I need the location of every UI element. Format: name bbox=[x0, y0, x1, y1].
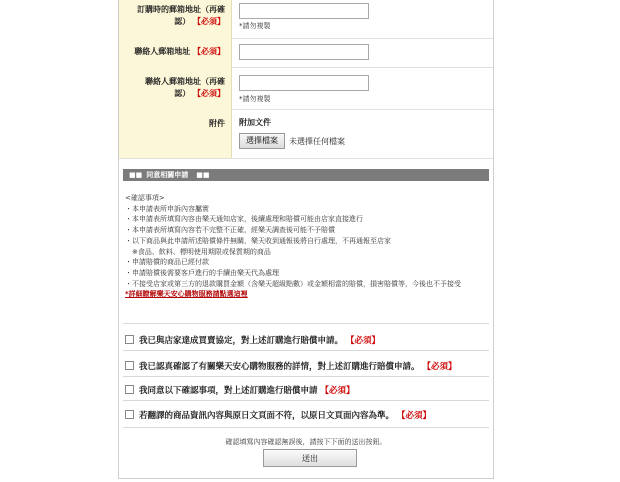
agreement-text: 我同意以下確認事項，對上述訂購進行賠償申請 bbox=[139, 386, 318, 396]
confirmation-notes bbox=[125, 193, 485, 300]
divider bbox=[123, 350, 489, 351]
checkbox[interactable] bbox=[125, 361, 134, 370]
required-badge: 【必須】 bbox=[193, 89, 225, 98]
checkbox[interactable] bbox=[125, 335, 134, 344]
square-marker-icon: ■■ bbox=[196, 171, 210, 179]
no-copy-hint: *請勿複製 bbox=[239, 22, 271, 30]
label-text: 聯絡人郵箱地址 bbox=[134, 47, 191, 56]
label-text: 聯絡人郵箱地址（再確 bbox=[145, 77, 225, 86]
order-email-confirm-row bbox=[119, 0, 493, 39]
note-item: ・本申請表所填寫內容若不完整不正確，經樂天調查後可能不予賠償 bbox=[125, 226, 335, 235]
required-badge: 【必須】 bbox=[422, 362, 457, 372]
section-title: 同意相關申請 bbox=[146, 171, 189, 179]
order-email-confirm-input[interactable] bbox=[239, 3, 369, 19]
note-item: ※食品、飲料、標明使用期限或保質期的商品 bbox=[125, 247, 271, 256]
no-file-chosen: 未選擇任何檔案 bbox=[289, 137, 345, 146]
contact-email-input[interactable] bbox=[239, 44, 369, 60]
required-badge: 【必須】 bbox=[320, 386, 355, 396]
required-badge: 【必須】 bbox=[193, 47, 225, 56]
divider bbox=[123, 323, 489, 324]
details-link[interactable]: *詳細瞭解樂天安心購物服務請點選這裡 bbox=[125, 290, 248, 299]
required-badge: 【必須】 bbox=[396, 411, 431, 421]
agreement-1[interactable] bbox=[125, 334, 380, 346]
divider bbox=[123, 400, 489, 401]
contact-email-label bbox=[119, 38, 232, 67]
choose-file-button[interactable]: 選擇檔案 bbox=[239, 133, 285, 149]
square-marker-icon: ■■ bbox=[129, 171, 143, 179]
required-badge: 【必須】 bbox=[193, 17, 225, 26]
contact-email-confirm-label bbox=[119, 67, 232, 109]
note-item: ・本申請表所申訴內容屬實 bbox=[125, 204, 209, 213]
agreement-text: 我已與店家達成買賣協定，對上述訂購進行賠償申請。 bbox=[139, 336, 344, 346]
attachment-label bbox=[119, 109, 232, 158]
checkbox[interactable] bbox=[125, 385, 134, 394]
agreement-3[interactable] bbox=[125, 384, 355, 396]
notes-heading: <確認事項> bbox=[125, 194, 165, 202]
note-item: ・不接受店家或第三方的退款購買金額（含樂天超級點數）或金額相當的賠償，損害賠償等，今後也不予接受 bbox=[125, 279, 461, 288]
label-text-cont: 認） bbox=[174, 17, 191, 26]
label-text-cont: 認） bbox=[174, 89, 191, 98]
submit-button[interactable]: 送出 bbox=[263, 449, 357, 467]
contact-email-confirm-input[interactable] bbox=[239, 75, 369, 91]
note-item: ・申請賠償後需要客戶進行的手續由樂天代為處理 bbox=[125, 268, 279, 277]
no-copy-hint: *請勿複製 bbox=[239, 95, 271, 103]
agreement-4[interactable] bbox=[125, 409, 431, 421]
section-header-bar bbox=[123, 169, 489, 181]
contact-email-confirm-row bbox=[119, 67, 493, 110]
note-item: ・申請賠償的商品已經付款 bbox=[125, 258, 209, 267]
attach-file-title: 附加文件 bbox=[239, 118, 271, 127]
application-form bbox=[118, 0, 494, 479]
note-item: ・以下商品與此申請所述賠償條件無關，樂天收到通報後將自行處理，不再通報至店家 bbox=[125, 236, 391, 245]
confirm-instruction: 確認填寫內容確認無誤後，請按下下面的送出按鈕。 bbox=[225, 438, 387, 446]
label-text: 訂購時的郵箱地址（再確 bbox=[137, 5, 225, 14]
attachment-row bbox=[119, 109, 493, 159]
order-email-confirm-label bbox=[119, 0, 232, 38]
checkbox[interactable] bbox=[125, 410, 134, 419]
required-badge: 【必須】 bbox=[345, 336, 380, 346]
note-item: ・本申請表所填寫內容由樂天通知店家，後續處理和賠償可能由店家直接進行 bbox=[125, 215, 363, 224]
agreement-text: 若翻譯的商品資訊內容與原日文頁面不符，以原日文頁面內容為準。 bbox=[139, 411, 395, 421]
divider bbox=[123, 376, 489, 377]
agreement-2[interactable] bbox=[125, 360, 457, 372]
divider bbox=[123, 427, 489, 428]
contact-email-row bbox=[119, 38, 493, 68]
agreement-text: 我已認真確認了有關樂天安心購物服務的詳情，對上述訂購進行賠償申請。 bbox=[139, 362, 420, 372]
label-text: 附件 bbox=[209, 119, 225, 128]
